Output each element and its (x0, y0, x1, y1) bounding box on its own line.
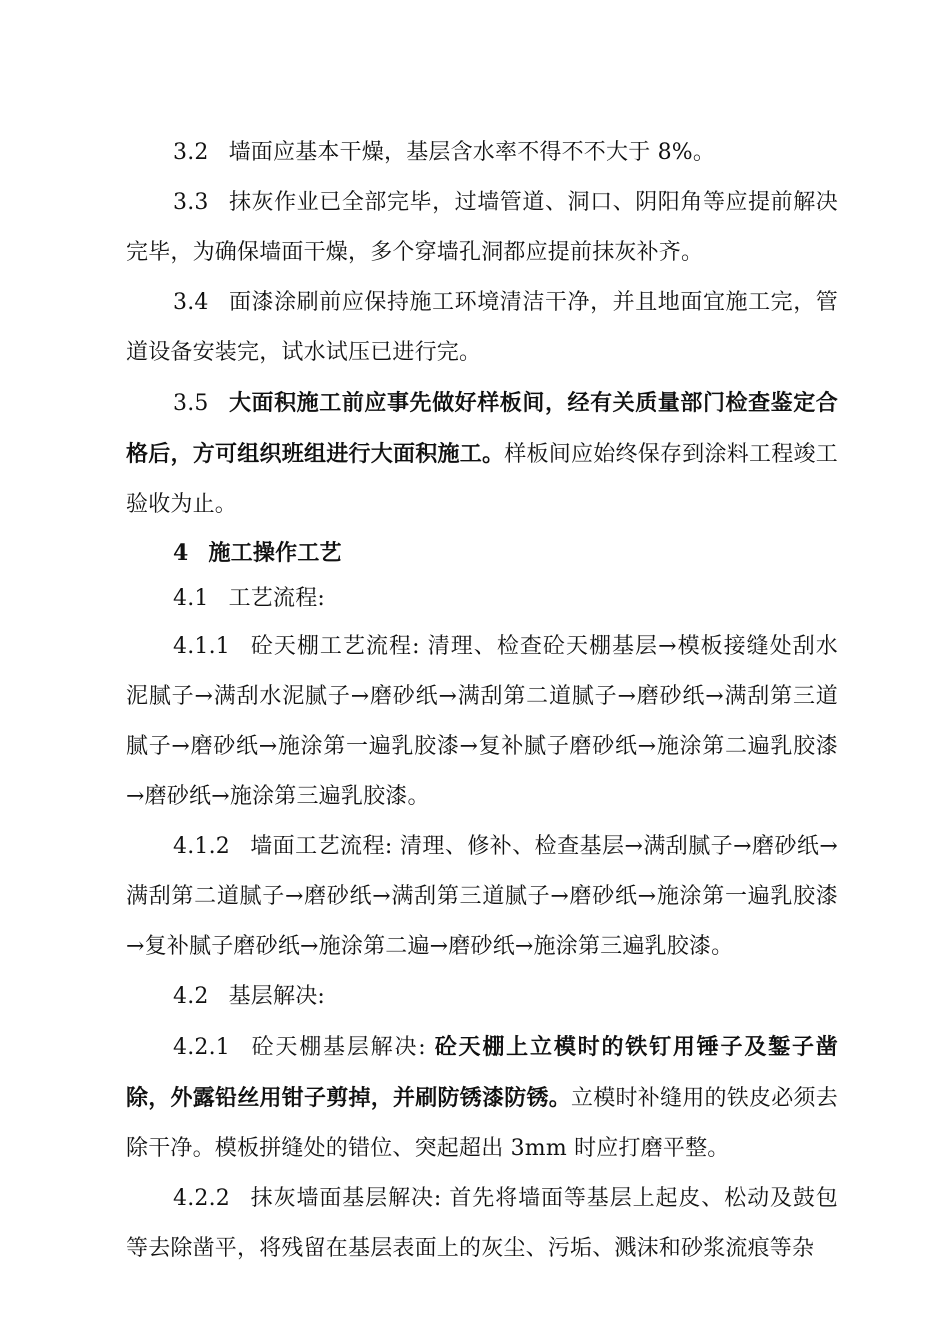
paragraph-text: 样板间应始终保存到涂料工程竣工验收为止。 (126, 442, 838, 517)
paragraph-bold-text: 砼天棚上立模时的铁钉用锤子及錾子凿除，外露铅丝用钳子剪掉，并刷防锈漆防锈。 (126, 1034, 838, 1111)
section-number: 4.2.1 (173, 1035, 230, 1060)
paragraph-4-1-2 (126, 822, 838, 972)
paragraph-text: 基层解决: (228, 984, 326, 1009)
paragraph-3-2 (126, 128, 838, 178)
paragraph-4-1-1 (126, 622, 838, 822)
section-number: 4.2.2 (173, 1186, 230, 1211)
paragraph-text: 抹灰作业已全部完毕，过墙管道、洞口、阴阳角等应提前解决完毕，为确保墙面干燥，多个穿墙孔洞都应提前抹灰补齐。 (126, 190, 838, 265)
section-number: 3.2 (173, 140, 209, 165)
paragraph-text: 工艺流程: (228, 586, 326, 611)
paragraph-text: 砼天棚基层解决: (249, 1035, 435, 1060)
paragraph-text: 面漆涂刷前应保持施工环境清洁干净，并且地面宜施工完，管道设备安装完，试水试压已进行完。 (126, 290, 838, 365)
paragraph-bold-text: 大面积施工前应事先做好样板间，经有关质量部门检查鉴定合格后，方可组织班组进行大面积施工。 (126, 390, 838, 467)
paragraph-text: 立模时补缝用的铁皮必须去除干净。模板拼缝处的错位、突起超出 3mm 时应打磨平整。 (126, 1086, 838, 1161)
section-number: 4.1.2 (173, 834, 230, 859)
paragraph-3-4 (126, 278, 838, 378)
section-number: 4.1.1 (173, 634, 230, 659)
section-number: 3.4 (173, 290, 209, 315)
section-title: 施工操作工艺 (208, 540, 342, 566)
document-page (126, 128, 838, 1274)
paragraph-4-2-1 (126, 1022, 838, 1174)
section-heading-4 (126, 530, 838, 576)
paragraph-text: 墙面应基本干燥，基层含水率不得不不大于 8%。 (228, 140, 716, 165)
paragraph-text: 抹灰墙面基层解决: 首先将墙面等基层上起皮、松动及鼓包等去除凿平，将残留在基层表面上的灰尘、污垢、溅沫和砂浆流痕等杂 (126, 1186, 838, 1261)
section-number: 4.2 (173, 984, 209, 1009)
paragraph-3-3 (126, 178, 838, 278)
paragraph-4-1 (126, 576, 838, 622)
paragraph-4-2 (126, 972, 838, 1022)
section-number: 4 (173, 540, 189, 566)
section-number: 3.3 (173, 190, 209, 215)
section-number: 3.5 (173, 391, 209, 416)
paragraph-4-2-2 (126, 1174, 838, 1274)
section-number: 4.1 (173, 586, 209, 611)
paragraph-text: 墙面工艺流程: 清理、修补、检查基层→满刮腻子→磨砂纸→满刮第二道腻子→磨砂纸→满刮第三道腻子→磨砂纸→施涂第一遍乳胶漆→复补腻子磨砂纸→施涂第二遍→磨砂纸→施涂第三遍乳胶漆。 (126, 834, 838, 959)
paragraph-3-5 (126, 378, 838, 530)
paragraph-text: 砼天棚工艺流程: 清理、检查砼天棚基层→模板接缝处刮水泥腻子→满刮水泥腻子→磨砂纸→满刮第二道腻子→磨砂纸→满刮第三道腻子→磨砂纸→施涂第一遍乳胶漆→复补腻子磨砂纸→施涂第二遍乳胶漆→磨砂纸→施涂第三遍乳胶漆。 (126, 634, 838, 809)
